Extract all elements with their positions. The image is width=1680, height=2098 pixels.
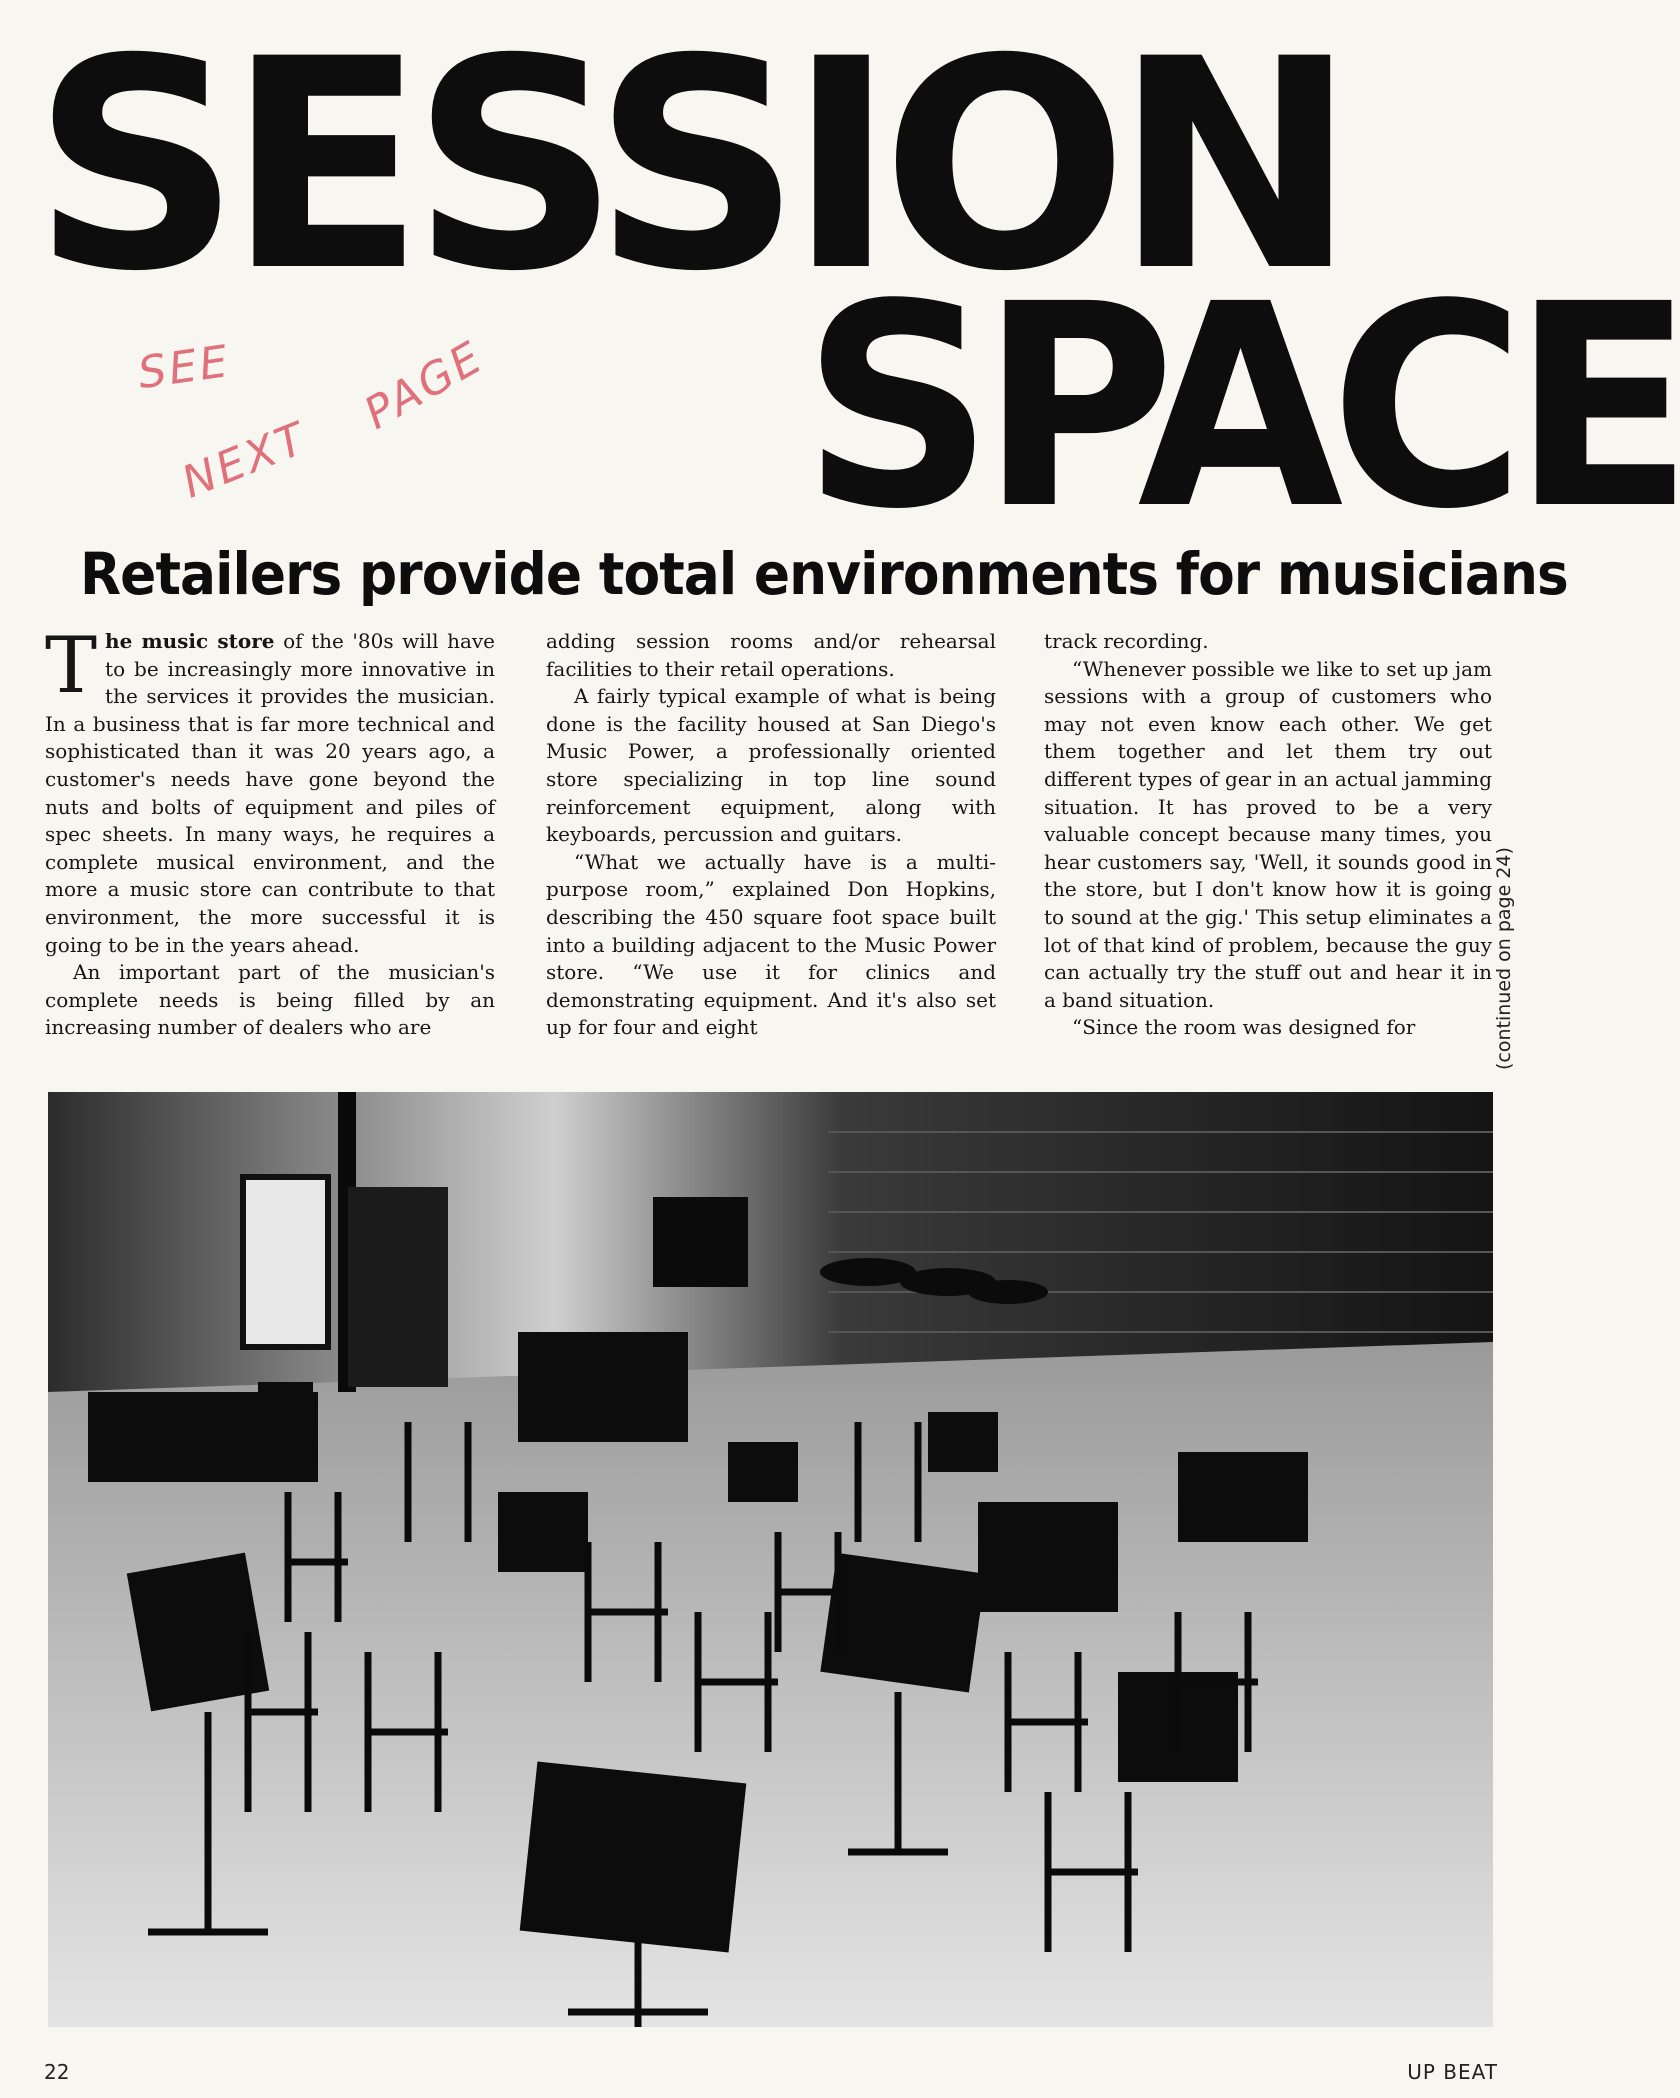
page-number: 22: [44, 2060, 70, 2084]
article-paragraph: A fairly typical example of what is being done is the facility housed at San Diego's Music Power, a professionally oriented store specializing in top line sound reinforcement equipment, along with keyboards, percussion and guitars.: [546, 684, 996, 847]
article-paragraph: An important part of the musician's complete needs is being filled by an increasing number of dealers who are: [45, 960, 495, 1040]
article-column-3: [1044, 628, 1492, 1042]
article-paragraph: adding session rooms and/or rehearsal facilities to their retail operations.: [546, 629, 996, 681]
article-paragraph: “Since the room was designed for: [1072, 1015, 1416, 1040]
title-line-2: SPACE: [802, 245, 1680, 571]
continued-note: (continued on page 24): [1493, 847, 1515, 1070]
handwritten-note-next: NEXT: [175, 412, 315, 509]
article-subtitle: Retailers provide total environments for musicians: [80, 540, 1568, 608]
handwritten-note-page: PAGE: [355, 331, 493, 440]
magazine-name: UP BEAT: [1407, 2060, 1498, 2084]
article-paragraph: track recording.: [1044, 629, 1209, 653]
lead-in: he music store: [105, 629, 275, 653]
rehearsal-room-photo: [48, 1092, 1493, 2027]
article-paragraph: “What we actually have is a multi-purpose room,” explained Don Hopkins, describing the 450 square foot space built into a building adjacent to the Music Power store. “We use it for clinics and demonstrating equipment. And it's also set up for four and eight: [546, 849, 996, 1040]
article-paragraph: [45, 621, 496, 959]
title-line-1: SESSION: [32, 0, 1343, 335]
article-column-2: [546, 628, 996, 1042]
article-column-1: [45, 621, 496, 1042]
article-paragraph: “Whenever possible we like to set up jam sessions with a group of customers who may not even know each other. We get them together and let them try out different types of gear in an actual jamming situation. It has proved to be a very valuable concept because many times, you hear customers say, 'Well, it sounds good in the store, but I don't know how it is going to sound at the gig.' This setup eliminates a lot of that kind of problem, because the guy can actually try the stuff out and hear it in a band situation.: [1044, 656, 1492, 1012]
drop-cap: T: [45, 621, 98, 711]
photo-illustration: [48, 1092, 1493, 2027]
handwritten-note-see: SEE: [134, 335, 234, 400]
paragraph-text: of the '80s will have to be increasingly more innovative in the services it provides the musician. In a business that is far more technical and sophisticated than it was 20 years ago, a customer's needs have gone beyond the nuts and bolts of equipment and piles of spec sheets. In many ways, he requires a complete musical environment, and the more a music store can contribute to that environment, the more successful it is going to be in the years ahead.: [45, 629, 496, 957]
